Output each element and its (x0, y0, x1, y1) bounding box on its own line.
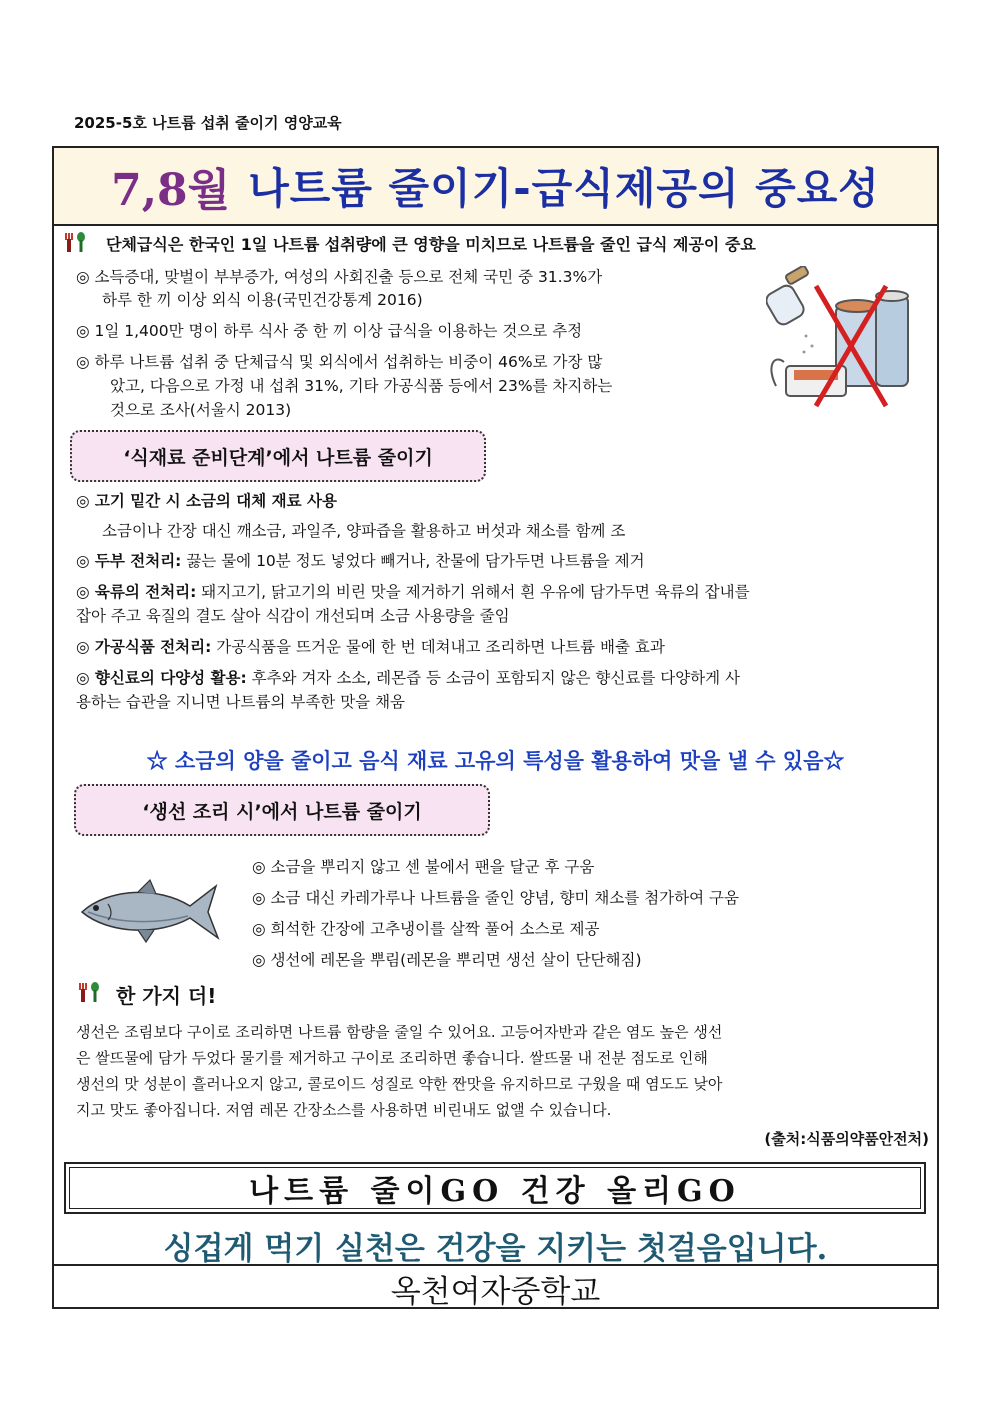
document-frame (52, 146, 939, 1309)
prep-line-text: 소금이나 간장 대신 깨소금, 과일주, 양파즙을 활용하고 버섯과 채소를 함께 조 (102, 522, 626, 540)
body-line: 생선의 맛 성분이 흘러나오지 않고, 콜로이드 성질로 약한 짠맛을 유지하므로 구웠을 때 염도도 낮아 (76, 1075, 723, 1093)
motto: 싱겁게 먹기 실천은 건강을 지키는 첫걸음입니다. (163, 1231, 828, 1267)
prep-line-text: 돼지고기, 닭고기의 비린 맛을 제거하기 위해서 흰 우유에 담가두면 육류의 잡내를 (196, 583, 750, 601)
prep-meat-seasoning-detail (102, 520, 625, 543)
prep-line-label: ◎ 향신료의 다양성 활용: (76, 669, 247, 687)
slogan-box (64, 1162, 926, 1214)
source-citation: (출처:식품의약품안전처) (764, 1130, 929, 1148)
intro-item-2: ◎ 1일 1,400만 명이 하루 식사 중 한 끼 이상 급식을 이용하는 것으로 추정 (76, 322, 583, 340)
intro-item-3-cont2: 것으로 조사(서울시 2013) (110, 401, 292, 419)
section-ingredient-prep-title: ‘식재료 준비단계’에서 나트륨 줄이기 (70, 430, 486, 482)
one-more-body (76, 1019, 722, 1123)
list-item: ◎ 소금을 뿌리지 않고 센 불에서 팬을 달군 후 구움 (252, 858, 595, 876)
prep-meat-cont (76, 605, 510, 628)
intro-headline: 단체급식은 한국인 1일 나트륨 섭취량에 큰 영향을 미치므로 나트륨을 줄인 급식 제공이 중요 (106, 235, 756, 254)
body-line: 생선은 조림보다 구이로 조리하면 나트륨 함량을 줄일 수 있어요. 고등어자반과 같은 염도 높은 생선 (76, 1023, 723, 1041)
slogan-text: 나트륨 줄이GO 건강 올리GO (249, 1174, 741, 1209)
prep-tofu (76, 550, 645, 573)
body-line: 지고 맛도 좋아집니다. 저염 레몬 간장소스를 사용하면 비린내도 없앨 수 있습니다. (76, 1101, 612, 1119)
tuna-fish-icon (78, 878, 228, 944)
list-item: ◎ 생선에 레몬을 뿌림(레몬을 뿌리면 생선 살이 단단해짐) (252, 951, 642, 969)
prep-line-text: 후추와 겨자 소소, 레몬즙 등 소금이 포함되지 않은 향신료를 다양하게 사 (246, 669, 741, 687)
prep-spices (76, 667, 740, 690)
prep-processed-food (76, 636, 665, 659)
key-message: ☆ 소금의 양을 줄이고 음식 재료 고유의 특성을 활용하여 맛을 낼 수 있음☆ (146, 748, 845, 773)
intro-item-3: ◎ 하루 나트륨 섭취 중 단체급식 및 외식에서 섭취하는 비중이 46%로 가장 많 (76, 353, 603, 371)
fork-spoon-icon (76, 981, 102, 1003)
title-main: 나트륨 줄이기-급식제공의 중요성 (248, 164, 880, 213)
prep-line-text: 용하는 습관을 지니면 나트륨의 부족한 맛을 채움 (76, 693, 406, 711)
school-name: 옥천여자중학교 (54, 1264, 937, 1311)
fork-spoon-icon (62, 231, 88, 253)
intro-item-1-cont: 하루 한 끼 이상 외식 이용(국민건강통계 2016) (102, 291, 423, 309)
one-more-title: 한 가지 더! (116, 984, 217, 1008)
newsletter-number: 2025-5호 나트륨 섭취 줄이기 영양교육 (74, 114, 342, 132)
title-band (54, 148, 937, 226)
prep-line-label: ◎ 육류의 전처리: (76, 583, 197, 601)
body-line: 은 쌀뜨물에 담가 두었다 물기를 제거하고 구이로 조리하면 좋습니다. 쌀뜨물 내 전분 점도로 인해 (76, 1049, 708, 1067)
salt-cans-crossed-icon (766, 266, 916, 416)
prep-line-text: 잡아 주고 육질의 결도 살아 식감이 개선되며 소금 사용량을 줄임 (76, 607, 510, 625)
title-month: 7,8월 (111, 165, 231, 216)
prep-line-label: ◎ 가공식품 전처리: (76, 638, 212, 656)
list-item: ◎ 희석한 간장에 고추냉이를 살짝 풀어 소스로 제공 (252, 920, 600, 938)
prep-meat-seasoning (76, 490, 337, 513)
fish-tips-list (252, 856, 739, 980)
prep-line-label: ◎ 두부 전처리: (76, 552, 182, 570)
prep-spices-cont (76, 691, 405, 714)
intro-item-3-cont1: 았고, 다음으로 가정 내 섭취 31%, 기타 가공식품 등에서 23%를 차지하는 (110, 377, 613, 395)
prep-line-text: 끓는 물에 10분 정도 넣었다 빼거나, 찬물에 담가두면 나트륨을 제거 (181, 552, 645, 570)
intro-item-1: ◎ 소득증대, 맞벌이 부부증가, 여성의 사회진출 등으로 전체 국민 중 31.3%가 (76, 268, 603, 286)
prep-line-text: 가공식품을 뜨거운 물에 한 번 데쳐내고 조리하면 나트륨 배출 효과 (211, 638, 665, 656)
prep-meat (76, 581, 750, 604)
section-fish-cooking-title: ‘생선 조리 시’에서 나트륨 줄이기 (74, 784, 490, 836)
list-item: ◎ 소금 대신 카레가루나 나트륨을 줄인 양념, 향미 채소를 첨가하여 구움 (252, 889, 739, 907)
prep-line-label: ◎ 고기 밑간 시 소금의 대체 재료 사용 (76, 492, 337, 510)
